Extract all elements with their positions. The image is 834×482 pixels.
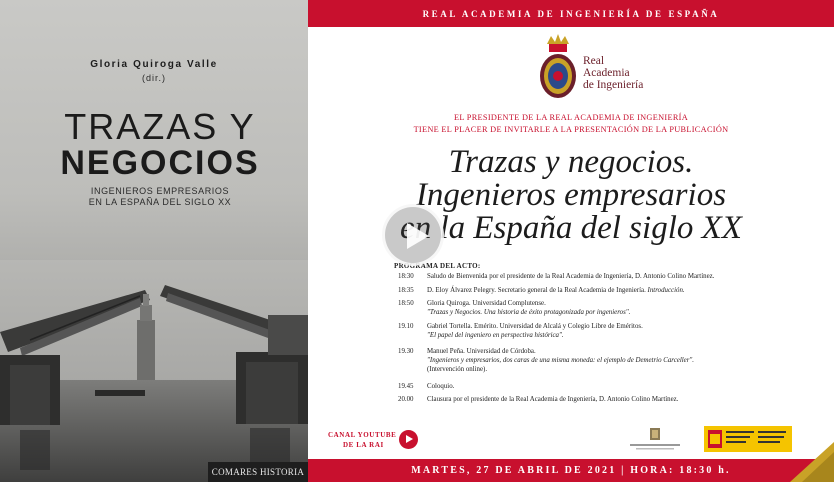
invitation-panel: REAL ACADEMIA DE INGENIERÍA DE ESPAÑA Real Academia de Ingeniería EL PRESIDENTE DE LA REAL ACADEMIA DE INGENIERÍA TIENE EL PLACER DE INVITARLE A LA PRESENTACIÓN DE LA PUBLICACIÓN Trazas y negocios. Ingenieros empresarios en la España del siglo XX PROGRAMA DEL ACTO: 18:30 Saludo de Bienvenida por el presidente de la Real Academia de Ingeniería, D. Antonio Colino Martínez. 18:35 D. Eloy Álvarez Pelegry. Secretario general de la Real Academia de Ingeniería. Introducción. 18:50 Gloria Quiroga. Universidad Complutense. "Trazas y Negocios. Una historia de éxito protagonizada por ingenieros". 19.10 Gabriel Tortella. Emérito. Universidad de Alcalá y Colegio Libre de Eméritos. "El papel del ingeniero en perspectiva histórica". 19.30 Manuel Peña. Universidad de Córdoba. "Ingenieros y empresarios, dos caras de una misma moneda: el ejemplo de Demetrio Carceller". (Intervención online). 19.45 Coloquio. 20.00 Clausura por el presidente de la Real Academia de Ingeniería, D. Antonio Colino Martínez. CANAL YOUTUBE DE LA RAI MARTES, 27 DE ABRIL DE 2021 | HORA: 18:30 h. xyxy=(308,0,834,482)
publication-title-line-2: Ingenieros empresarios xyxy=(415,177,727,213)
cover-title-line1: TRAZAS Y xyxy=(64,106,256,147)
government-of-spain-logo-icon xyxy=(704,426,792,452)
youtube-channel-label: CANAL YOUTUBE xyxy=(328,431,397,439)
foundation-logo-icon xyxy=(626,426,684,452)
cover-subtitle-line2: EN LA ESPAÑA DEL SIGLO XX xyxy=(88,197,232,207)
invitation-line-2: TIENE EL PLACER DE INVITARLE A LA PRESENTACIÓN DE LA PUBLICACIÓN xyxy=(413,125,729,134)
play-icon xyxy=(407,223,429,249)
corner-ornament-icon xyxy=(790,442,834,482)
bridge-photo xyxy=(0,260,308,482)
publication-title-line-1: Trazas y negocios. xyxy=(448,144,694,180)
book-cover xyxy=(0,0,308,482)
publication-title-line-3: en la España del siglo XX xyxy=(400,210,742,246)
publisher-badge: COMARES HISTORIA xyxy=(208,462,308,482)
academy-crest-icon xyxy=(533,34,583,102)
youtube-channel-label-2: DE LA RAI xyxy=(343,441,384,449)
cover-subtitle-line1: INGENIEROS EMPRESARIOS xyxy=(90,186,230,196)
youtube-icon[interactable] xyxy=(399,430,418,449)
video-play-button[interactable] xyxy=(382,204,444,266)
top-banner: REAL ACADEMIA DE INGENIERÍA DE ESPAÑA xyxy=(308,0,834,27)
program-label: PROGRAMA DEL ACTO: xyxy=(394,262,481,270)
invitation-line-1: EL PRESIDENTE DE LA REAL ACADEMIA DE INGENIERÍA xyxy=(453,113,689,122)
cover-title-line2: NEGOCIOS xyxy=(60,144,260,182)
event-date-banner: MARTES, 27 DE ABRIL DE 2021 | HORA: 18:30 h. xyxy=(308,459,834,482)
academy-logo-text: Real Academia de Ingeniería xyxy=(583,55,644,91)
cover-editor-note: (dir.) xyxy=(142,73,166,83)
cover-author: Gloria Quiroga Valle xyxy=(90,59,218,70)
